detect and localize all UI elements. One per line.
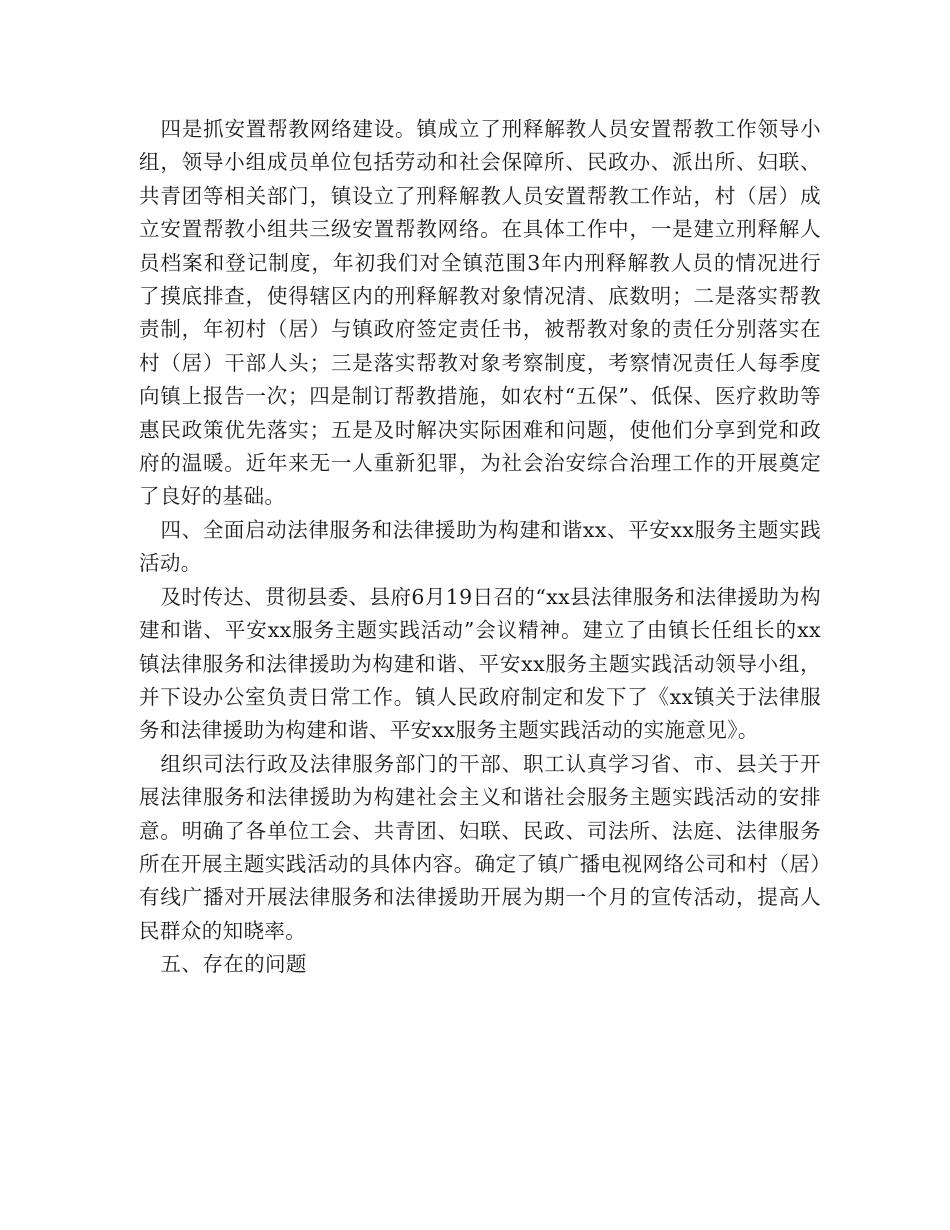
- section-heading-problems: 五、存在的问题: [160, 952, 307, 977]
- paragraph-resettlement-network: 四是抓安置帮教网络建设。镇成立了刑释解教人员安置帮教工作领导小组，领导小组成员单位包括劳动和社会保障所、民政办、派出所、妇联、共青团等相关部门，镇设立了刑释解教人员安置帮教工作站，村（居）成立安置帮教小组共三级安置帮教网络。在具体工作中，一是建立刑释解人员档案和登记制度，年初我们对全镇范围3年内刑释解教人员的情况进行了摸底排查，使得辖区内的刑释解教对象情况清、底数明；二是落实帮教责制，年初村（居）与镇政府签定责任书，被帮教对象的责任分别落实在村（居）干部人头；三是落实帮教对象考察制度，考察情况责任人每季度向镇上报告一次；四是制订帮教措施，如农村“五保”、低保、医疗救助等惠民政策优先落实；五是及时解决实际困难和问题，使他们分享到党和政府的温暖。近年来无一人重新犯罪，为社会治安综合治理工作的开展奠定了良好的基础。: [139, 117, 821, 509]
- section-heading-legal-services: 四、全面启动法律服务和法律援助为构建和谐xx、平安xx服务主题实践活动。: [139, 517, 821, 576]
- paragraph-organize-study: 组织司法行政及法律服务部门的干部、职工认真学习省、市、县关于开展法律服务和法律援助为构建社会主义和谐社会服务主题实践活动的安排意。明确了各单位工会、共青团、妇联、民政、司法所、法庭、法律服务所在开展主题实践活动的具体内容。确定了镇广播电视网络公司和村（居）有线广播对开展法律服务和法律援助开展为期一个月的宣传活动，提高人民群众的知晓率。: [139, 751, 821, 943]
- document-page: [139, 113, 821, 982]
- paragraph-meeting-spirit: 及时传达、贯彻县委、县府6月19日召的“xx县法律服务和法律援助为构建和谐、平安xx服务主题实践活动”会议精神。建立了由镇长任组长的xx镇法律服务和法律援助为构建和谐、平安xx服务主题实践活动领导小组，并下设办公室负责日常工作。镇人民政府制定和发下了《xx镇关于法律服务和法律援助为构建和谐、平安xx服务主题实践活动的实施意见》。: [139, 584, 821, 743]
